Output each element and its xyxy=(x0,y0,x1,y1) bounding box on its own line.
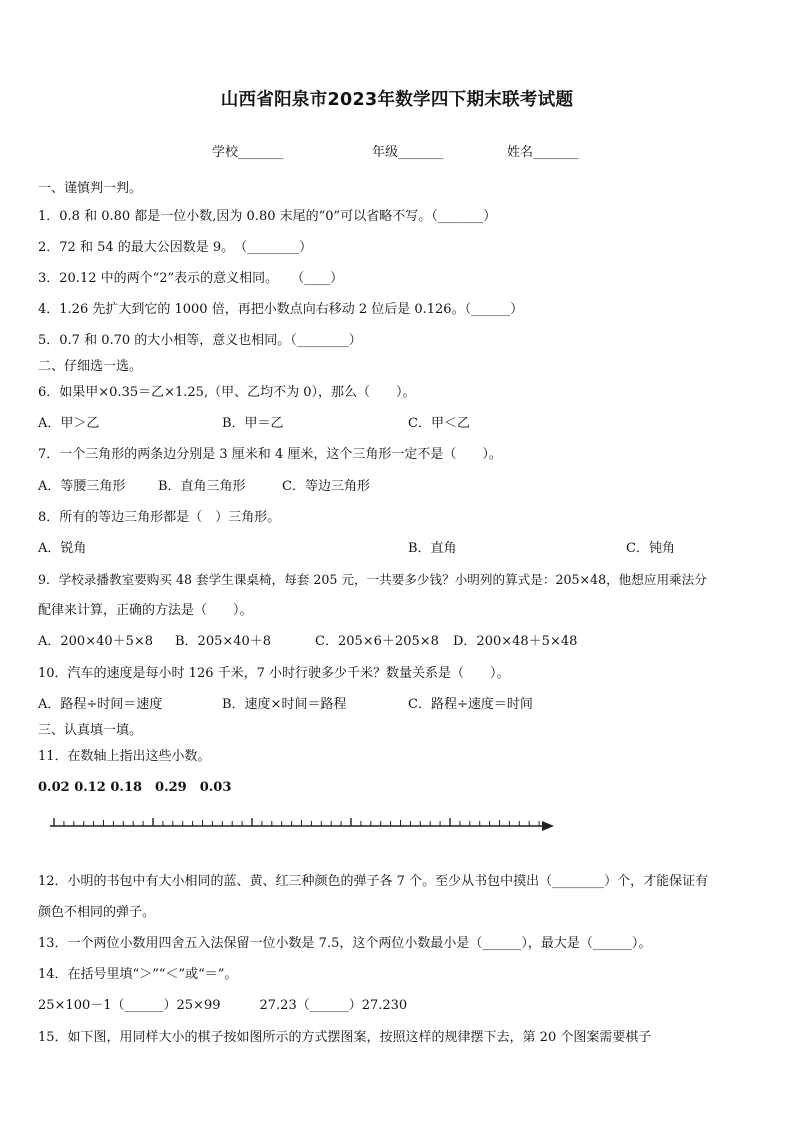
question-9-line-1: 9．学校录播教室要购买 48 套学生课桌椅，每套 205 元，一共要多少钱？小明列的算式是：205×48，他想应用乘法分 xyxy=(38,572,707,587)
q6-option-c[interactable]: C．甲＜乙 xyxy=(408,416,470,431)
q8-option-a[interactable]: A．锐角 xyxy=(38,541,87,556)
q10-option-c[interactable]: C．路程÷速度＝时间 xyxy=(408,697,533,712)
question-9-line-2: 配律来计算，正确的方法是（ ）。 xyxy=(38,603,253,618)
question-2: 2．72 和 54 的最大公因数是 9。 （________） xyxy=(38,240,313,255)
number-line-graphic xyxy=(40,810,560,852)
question-4: 4．1.26 先扩大到它的 1000 倍，再把小数点向右移动 2 位后是 0.126。（______） xyxy=(38,302,524,317)
q6-option-b[interactable]: B．甲＝乙 xyxy=(222,416,284,431)
q9-option-b[interactable]: B．205×40＋8 xyxy=(175,634,272,649)
question-8: 8．所有的等边三角形都是（ ）三角形。 xyxy=(38,510,281,525)
question-5: 5．0.7 和 0.70 的大小相等，意义也相同。（________） xyxy=(38,333,362,348)
q7-option-b[interactable]: B．直角三角形 xyxy=(158,479,246,494)
question-15: 15．如下图，用同样大小的棋子按如图所示的方式摆图案，按照这样的规律摆下去，第 20 个图案需要棋子 xyxy=(38,1030,652,1045)
q7-option-c[interactable]: C．等边三角形 xyxy=(282,479,370,494)
q14-items: 25×100－1（______）25×99 27.23（______）27.230 xyxy=(38,998,408,1013)
question-3: 3．20.12 中的两个“2”表示的意义相同。 （____） xyxy=(38,271,344,286)
section-heading-choose: 二、仔细选一选。 xyxy=(38,359,143,374)
q9-option-d[interactable]: D．200×48＋5×48 xyxy=(453,634,578,649)
q7-option-a[interactable]: A．等腰三角形 xyxy=(38,479,126,494)
q10-option-b[interactable]: B．速度×时间＝路程 xyxy=(222,697,347,712)
question-12-line-2: 颜色不相同的弹子。 xyxy=(38,905,156,920)
q11-numbers: 0.02 0.12 0.18 0.29 0.03 xyxy=(38,780,232,795)
page-title: 山西省阳泉市2023年数学四下期末联考试题 xyxy=(220,90,574,110)
question-12-line-1: 12．小明的书包中有大小相同的蓝、黄、红三种颜色的弹子各 7 个。至少从书包中摸出（________）个，才能保证有 xyxy=(38,874,709,889)
q8-option-b[interactable]: B．直角 xyxy=(408,541,457,556)
grade-field[interactable]: 年级_______ xyxy=(372,145,444,160)
question-6: 6．如果甲×0.35＝乙×1.25,（甲、乙均不为 0），那么（ ）。 xyxy=(38,385,416,400)
q9-option-a[interactable]: A．200×40＋5×8 xyxy=(38,634,154,649)
question-11: 11．在数轴上指出这些小数。 xyxy=(38,749,211,764)
section-heading-fill: 三、认真填一填。 xyxy=(38,723,143,738)
section-heading-judge: 一、谨慎判一判。 xyxy=(38,181,143,196)
question-13: 13．一个两位小数用四舍五入法保留一位小数是 7.5，这个两位小数最小是（______），最大是（______）。 xyxy=(38,936,652,951)
number-line[interactable] xyxy=(40,810,560,856)
question-1: 1．0.8 和 0.80 都是一位小数,因为 0.80 末尾的“0”可以省略不写。（_______） xyxy=(38,209,497,224)
q9-option-c[interactable]: C．205×6＋205×8 xyxy=(315,634,439,649)
number-line-arrow-icon xyxy=(542,821,554,831)
q10-option-a[interactable]: A．路程÷时间＝速度 xyxy=(38,697,163,712)
q8-option-c[interactable]: C．钝角 xyxy=(626,541,675,556)
question-10: 10．汽车的速度是每小时 126 千米，7 小时行驶多少千米？数量关系是（ ）。 xyxy=(38,666,510,681)
question-14: 14．在括号里填“＞”“＜”或“＝”。 xyxy=(38,967,238,982)
school-field[interactable]: 学校_______ xyxy=(212,145,284,160)
name-field[interactable]: 姓名_______ xyxy=(507,145,579,160)
question-7: 7．一个三角形的两条边分别是 3 厘米和 4 厘米，这个三角形一定不是（ ）。 xyxy=(38,447,502,462)
number-line-ticks xyxy=(54,818,539,826)
q6-option-a[interactable]: A．甲＞乙 xyxy=(38,416,100,431)
